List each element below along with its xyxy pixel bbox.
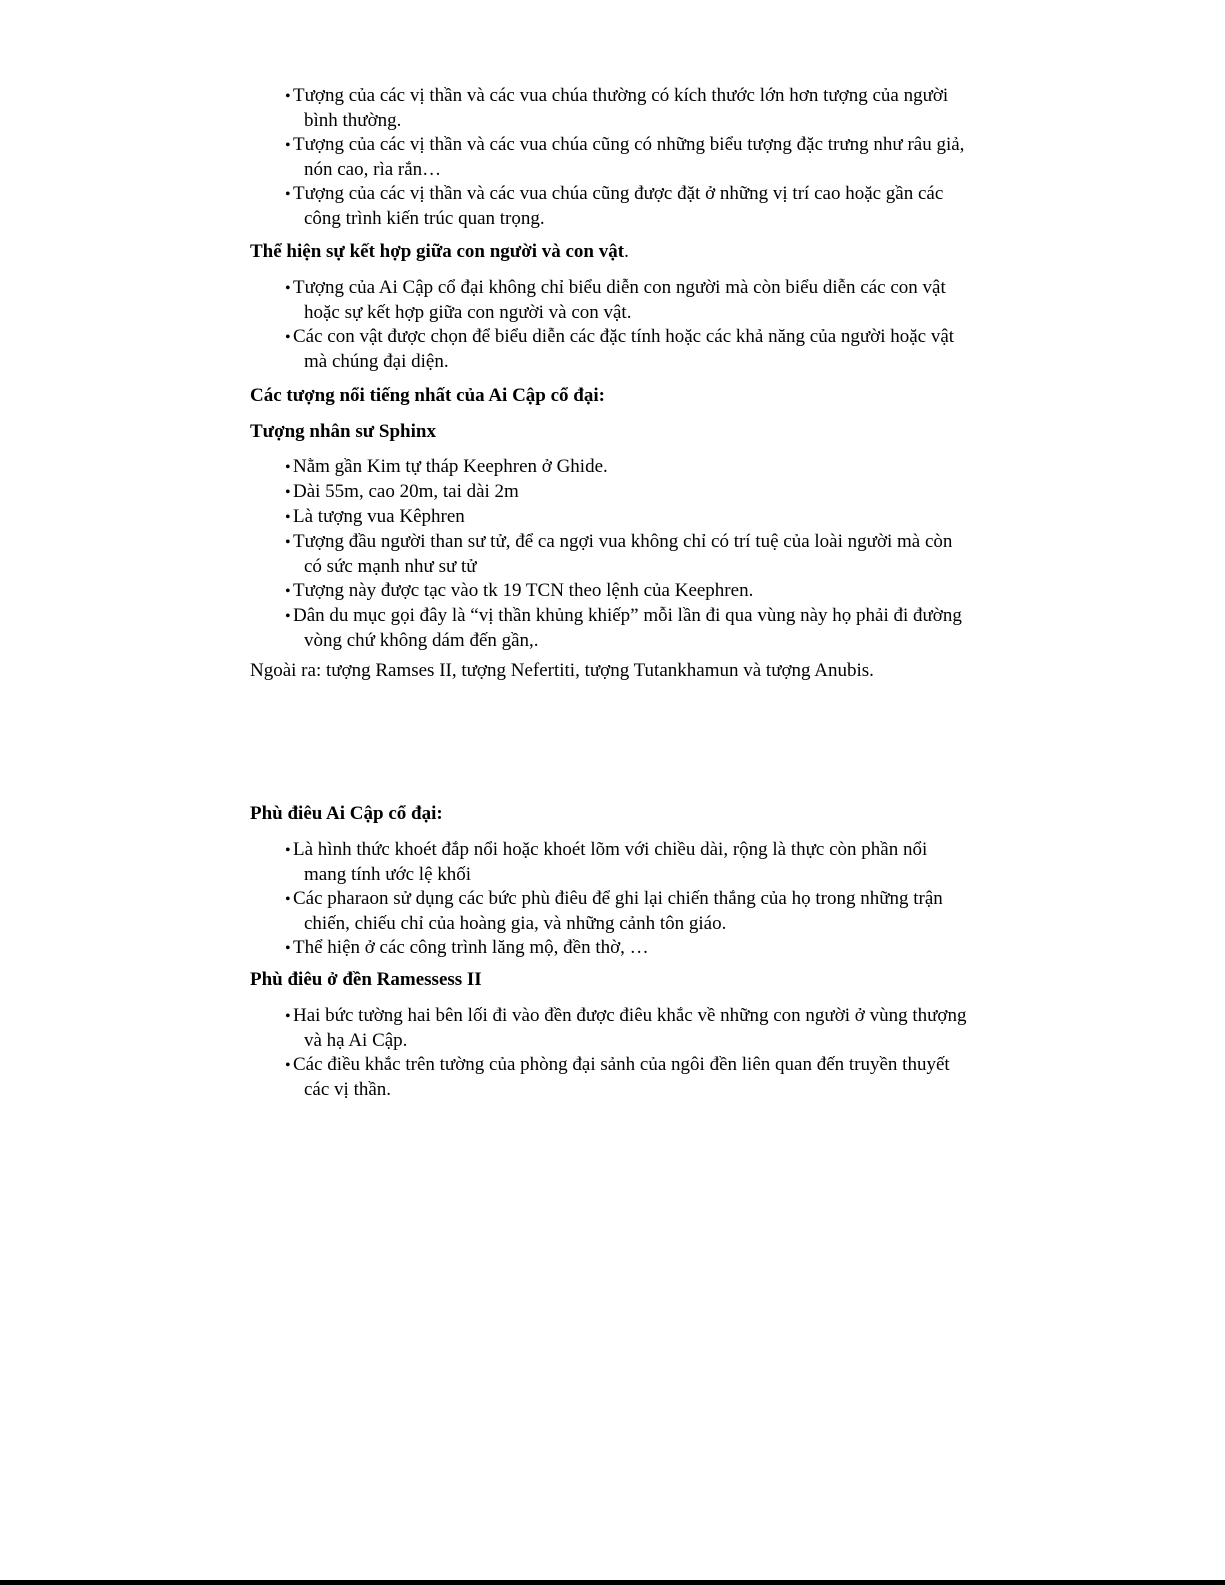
list-item: • Các con vật được chọn để biểu diễn các đặc tính hoặc các khả năng của người hoặc vật mà chúng đại diện. <box>250 325 970 374</box>
list-item: • Tượng của các vị thần và các vua chúa thường có kích thước lớn hơn tượng của người bình thường. <box>250 84 970 133</box>
list-item: • Tượng này được tạc vào tk 19 TCN theo lệnh của Keephren. <box>250 579 970 604</box>
section-heading: Các tượng nổi tiếng nhất của Ai Cập cổ đại: <box>250 385 605 406</box>
intro-section <box>250 84 970 231</box>
list-item: • Tượng của các vị thần và các vua chúa cũng được đặt ở những vị trí cao hoặc gần các công trình kiến trúc quan trọng. <box>250 182 970 231</box>
combo-bullets <box>250 276 970 374</box>
list-item: • Tượng đầu người than sư tử, để ca ngợi vua không chỉ có trí tuệ của loài người mà còn có sức mạnh như sư tử <box>250 530 970 579</box>
list-item: • Các pharaon sử dụng các bức phù điêu để ghi lại chiến thắng của họ trong những trận chiến, chiếu chỉ của hoàng gia, và những cảnh tôn giáo. <box>250 887 970 936</box>
section-heading <box>250 240 970 264</box>
sphinx-bullet-list <box>250 455 970 653</box>
list-item: • Tượng của các vị thần và các vua chúa cũng có những biểu tượng đặc trưng như râu giả, nón cao, rìa rắn… <box>250 133 970 182</box>
relief-bullets <box>250 838 970 961</box>
list-item: • Là tượng vua Kêphren <box>250 505 970 530</box>
intro-bullet-list <box>250 84 970 231</box>
heading-text: Thể hiện sự kết hợp giữa con người và con vật <box>250 241 625 262</box>
ramesses-bullets <box>250 1004 970 1102</box>
famous-section <box>250 384 970 408</box>
section-heading: Phù điêu Ai Cập cổ đại: <box>250 803 443 824</box>
list-item: • Hai bức tường hai bên lối đi vào đền được điêu khắc về những con người ở vùng thượng và hạ Ai Cập. <box>250 1004 970 1053</box>
ramesses-bullet-list <box>250 1004 970 1102</box>
list-item: • Thể hiện ở các công trình lăng mộ, đền thờ, … <box>250 936 970 961</box>
combo-bullet-list <box>250 276 970 374</box>
page-bottom-border <box>0 1580 1225 1585</box>
paragraph: Ngoài ra: tượng Ramses II, tượng Nefertiti, tượng Tutankhamun và tượng Anubis. <box>250 660 874 681</box>
list-item: • Các điều khắc trên tường của phòng đại sảnh của ngôi đền liên quan đến truyền thuyết các vị thần. <box>250 1053 970 1102</box>
sphinx-bullets <box>250 455 970 653</box>
other-statues-section <box>250 659 970 683</box>
list-item: • Nằm gần Kim tự tháp Keephren ở Ghide. <box>250 455 970 480</box>
list-item: • Dân du mục gọi đây là “vị thần khủng khiếp” mỗi lần đi qua vùng này họ phải đi đường vòng chứ không dám đến gần,. <box>250 604 970 653</box>
section-heading: Tượng nhân sư Sphinx <box>250 421 436 442</box>
combo-section <box>250 240 970 264</box>
list-item: • Là hình thức khoét đắp nổi hoặc khoét lõm với chiều dài, rộng là thực còn phần nổi mang tính ước lệ khối <box>250 838 970 887</box>
sphinx-section <box>250 420 970 444</box>
heading-tail: . <box>624 241 629 262</box>
list-item: • Tượng của Ai Cập cổ đại không chỉ biểu diễn con người mà còn biểu diễn các con vật hoặc sự kết hợp giữa con người và con vật. <box>250 276 970 325</box>
list-item: • Dài 55m, cao 20m, tai dài 2m <box>250 480 970 505</box>
relief-section <box>250 802 970 826</box>
relief-bullet-list <box>250 838 970 961</box>
section-heading: Phù điêu ở đền Ramessess II <box>250 969 482 990</box>
ramesses-section <box>250 968 970 992</box>
